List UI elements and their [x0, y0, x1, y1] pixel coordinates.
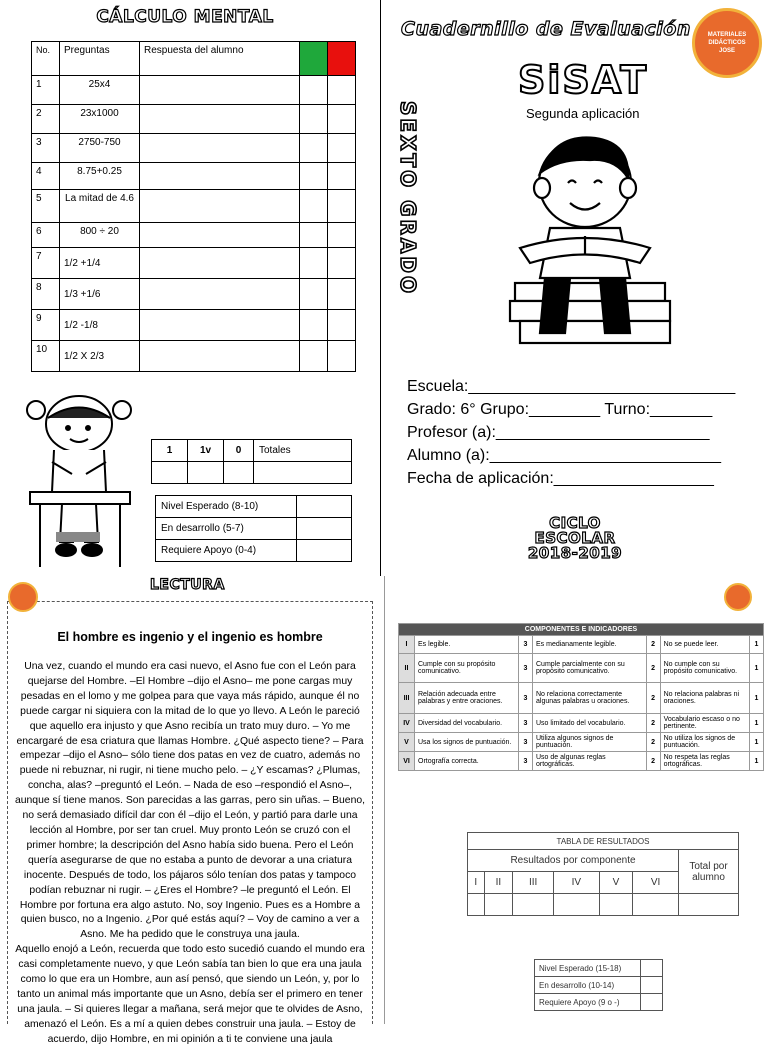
resultados-level-table: Nivel Esperado (15-18) En desarrollo (10-14) Requiere Apoyo (9 o -)	[534, 959, 663, 1011]
cover-form	[407, 375, 735, 490]
vertical-divider-lower	[384, 576, 385, 1024]
table-row: 2 23x1000	[32, 105, 356, 134]
answer-cell[interactable]	[140, 163, 300, 190]
calculo-title: CÁLCULO MENTAL	[96, 7, 274, 27]
answer-cell[interactable]	[140, 223, 300, 248]
componentes-table: COMPONENTES E INDICADORES I Es legible. 3 Es medianamente legible. 2 No se puede leer. 1 II Cumple con su propósito comunicativo. 3 Cumple parcialmente con su propósito comunicativo. 2 No cumple con su propósito comunicativo. 1 III Relación adecuada entre palabras y entre oraciones. 3 No relaciona correctamente algunas palabras u oraciones. 2 No relaciona palabras ni oraciones. 1 IV Diversidad del vocabulario. 3 Uso limitado del vocabulario. 2 Vocabulario escaso o no pertinente. 1 V Usa los signos de puntuación. 3 Utiliza algunos signos de puntuación. 2 No utiliza los signos de puntuación. 1 VI Ortografía correcta. 3 Uso de algunas reglas ortográficas. 2 No respeta las reglas ortográficas. 1	[398, 623, 764, 771]
calculo-table	[31, 41, 356, 372]
sisat-logo: SiSAT	[518, 58, 649, 102]
col-respuesta: Respuesta del alumno	[140, 42, 300, 76]
table-row: 6 800 ÷ 20	[32, 223, 356, 248]
wrong-color-cell	[328, 42, 356, 76]
resultados-table: TABLA DE RESULTADOS Resultados por componente Total por alumno I II III IV V VI	[467, 832, 739, 916]
badge-small-icon-right	[724, 583, 752, 611]
table-row: 8 1/3 +1/6	[32, 279, 356, 310]
lectura-title: LECTURA	[150, 577, 225, 593]
table-row: 10 1/2 X 2/3	[32, 341, 356, 372]
answer-cell[interactable]	[140, 279, 300, 310]
cover-title: Cuadernillo de Evaluación	[401, 18, 691, 40]
table-row: 5 La mitad de 4.6	[32, 190, 356, 223]
grade-vertical: SEXTO GRADO	[396, 101, 420, 296]
answer-cell[interactable]	[140, 190, 300, 223]
cover-subtitle: Segunda aplicación	[526, 106, 640, 121]
table-row: 4 8.75+0.25	[32, 163, 356, 190]
boy-reading-illustration	[500, 128, 700, 358]
score-table: 1 1v 0 Totales	[151, 439, 352, 484]
ciclo-escolar: CICLO ESCOLAR 2018-2019	[527, 514, 623, 562]
col-preguntas: Preguntas	[60, 42, 140, 76]
table-row: 9 1/2 -1/8	[32, 310, 356, 341]
vertical-divider	[380, 0, 381, 576]
table-row: 7 1/2 +1/4	[32, 248, 356, 279]
col-no: No.	[32, 42, 60, 76]
field-fecha[interactable]: Fecha de aplicación:__________________	[407, 470, 714, 487]
badge-logo: MATERIALES DIDÁCTICOS JOSE	[692, 8, 762, 78]
field-profesor[interactable]: Profesor (a):________________________	[407, 424, 710, 441]
answer-cell[interactable]	[140, 310, 300, 341]
badge-small-icon	[8, 582, 38, 612]
answer-cell[interactable]	[140, 76, 300, 105]
answer-cell[interactable]	[140, 134, 300, 163]
correct-color-cell	[300, 42, 328, 76]
table-row: 1 25x4	[32, 76, 356, 105]
girl-desk-illustration	[22, 392, 142, 572]
table-row: 3 2750-750	[32, 134, 356, 163]
answer-cell[interactable]	[140, 341, 300, 372]
story-title: El hombre es ingenio y el ingenio es hombre	[57, 630, 323, 644]
story-text: Una vez, cuando el mundo era casi nuevo, el Asno fue con el León para quejarse del Hombre. –El Hombre –dijo el Asno– me pone cargas muy pesadas en el lomo y me golpea para que vaya más rápido, aunque él no puede cargar ni siquiera con la mitad de lo que yo llevo. A León le pareció que aquello era injusto y que Asno recibía un trato muy duro. – Yo me encargaré de esa criatura que llamas Hombre. ¿Qué aspecto tiene? – Para empezar –dijo el Asno– sólo tiene dos patas en vez de cuatro, además no puede ni rebuznar, ni rugir, ni tiene mucho pelo. – ¿Y escamas? ¿Plumas, concha, alas? –preguntó el León. – Nada de eso –respondió el Asno–, aunque sí tiene manos. Son parecidas a las garras, pero sin uñas. – Bueno, no será demasiado difícil dar con él –dijo el León, y partió para darle una lección al Hombre, por ser tan cruel. Muy pronto León se cruzó con el primer hombre; la descripción del Asno había sido buena. Pero el León quería asegurarse de que no estaba a punto de devorar a una criatura inocente. Después de todo, los pájaros sólo tenían dos patas y tampoco podían rebuznar ni rugir. – ¿Eres el Hombre? –le preguntó el León. El Hombre por fortuna era algo astuto. No, soy Ingenio. Pues es a Hombre a quien busco, no a Ingenio. ¿Por qué estás aquí? – Voy de camino a ver a Asno. Me ha pedido que le construya una jaula. Aquello enojó a León, recuerda que todo esto sucedió cuando el mundo era casi completamente nuevo, y que León sabía tan bien lo que era una jaula como lo que era un Hombre, aun así pensó, que siendo un León, y, por lo tanto un animal más importante que un Asno, debía ser el primero en tener una jaula. – Si quieres llegar a mañana, será mejor que te olvides de Asno, amenazó el León. Es a mí a quien debes construir una jaula. – Estoy de acuerdo, dijo Hombre, en mi opinión a ti te conviene una jaula	[14, 661, 366, 1045]
answer-cell[interactable]	[140, 248, 300, 279]
answer-cell[interactable]	[140, 105, 300, 134]
level-table: Nivel Esperado (8-10) En desarrollo (5-7) Requiere Apoyo (0-4)	[155, 495, 352, 562]
field-escuela[interactable]: Escuela:______________________________	[407, 378, 736, 395]
field-alumno[interactable]: Alumno (a):__________________________	[407, 447, 722, 464]
field-grado[interactable]: Grado: 6° Grupo:________ Turno:_______	[407, 401, 713, 418]
